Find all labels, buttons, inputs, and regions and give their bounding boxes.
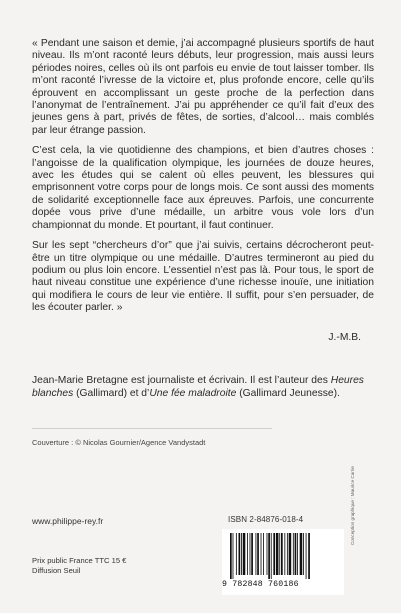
barcode-bar xyxy=(281,533,283,575)
bio-text-1: Jean-Marie Bretagne est journaliste et écrivain. Il est l’auteur des xyxy=(32,375,331,386)
design-credit: Conception graphique : Maurice Carrie xyxy=(350,466,355,545)
barcode-bar xyxy=(257,533,259,575)
barcode-bar xyxy=(239,533,241,575)
barcode-bar xyxy=(308,533,310,579)
quote-paragraph-3: Sur les sept “chercheurs d’or” que j’ai suivis, certains décrocheront peut-être un titre olympique ou une médaille. D’autres termineront au pied du podium ou plus loin encore. L’essentiel n’est pas là. Pour tous, le sport de haut niveau constitue une expérience d’une richesse inouïe, une initiation qui modifiera le cours de leur vie entière. Il suffit, pour s’en persuader, de les écouter parler. » xyxy=(32,240,374,314)
barcode-bar xyxy=(300,533,303,575)
barcode-bar xyxy=(230,533,232,579)
barcode-bar xyxy=(293,533,294,575)
barcode-bar xyxy=(268,533,270,579)
barcode-bar xyxy=(284,533,285,575)
price-block xyxy=(32,556,126,576)
quote-paragraph-1: « Pendant une saison et demie, j’ai accompagné plusieurs sportifs de haut niveau. Ils m’ont raconté leurs débuts, leur progression, mais aussi leurs périodes noires, celles où ils ont parfois eu envie de tout laisser tomber. Ils m’ont raconté l’ivresse de la victoire et, plus profonde encore, celle qu’ils éprouvent en accomplissant un geste proche de la perfection dans l’anonymat de l’entraînement. J’ai pu appréhender ce qu’il fait d’eux des jeunes gens à part, privés de fêtes, de sorties, d’alcool… mais comblés par leur étrange passion. xyxy=(32,38,374,136)
barcode-bar xyxy=(289,533,292,575)
barcode-bar xyxy=(256,533,257,575)
signature: J.-M.B. xyxy=(328,332,361,343)
barcode-bar xyxy=(271,533,272,579)
barcode-bar xyxy=(306,533,307,579)
bio-text-2: (Gallimard) et d’ xyxy=(73,387,150,399)
bio-book-title-1: Heures blanches xyxy=(32,375,364,399)
barcode-bar xyxy=(267,533,268,575)
bio-text-3: (Gallimard Jeunesse). xyxy=(236,387,340,399)
distribution-text: Diffusion Seuil xyxy=(32,566,81,575)
barcode-bar xyxy=(287,533,288,575)
cover-credit: Couverture : © Nicolas Gournier/Agence Vandystadt xyxy=(32,438,206,447)
barcode-bar xyxy=(247,533,248,575)
barcode-bars xyxy=(230,533,336,579)
barcode-bar xyxy=(295,533,297,575)
price-text: Prix public France TTC 15 € xyxy=(32,556,127,565)
barcode-bar xyxy=(241,533,242,575)
barcode-bar xyxy=(273,533,275,575)
publisher-website: www.philippe-rey.fr xyxy=(32,516,104,526)
barcode-bar xyxy=(261,533,262,575)
quote-paragraph-2: C’est cela, la vie quotidienne des champions, et bien d’autres choses : l’angoisse de la qualification olympique, les journées de douze heures, avec les études qui se calent où elles peuvent, les blessures qui emprisonnent votre corps pour de longs mois. Ce sont aussi des moments de solidarité exceptionnelle face aux épreuves. Parfois, une concurrente dopée vous prive d’une médaille, un arbitre vous vole lors d’un championnat du monde. Et pourtant, il faut continuer. xyxy=(32,145,374,231)
quote-block xyxy=(32,38,374,315)
barcode-digits: 9 782848 760186 xyxy=(222,580,299,589)
barcode-bar xyxy=(297,533,298,575)
bio-book-title-2: Une fée maladroite xyxy=(149,387,237,399)
barcode-bar xyxy=(251,533,253,575)
isbn-text: ISBN 2-84876-018-4 xyxy=(228,515,304,524)
barcode-bar xyxy=(263,533,264,575)
barcode-bar xyxy=(303,533,304,575)
barcode-bar xyxy=(279,533,280,575)
barcode-bar xyxy=(233,533,234,579)
barcode-bar xyxy=(236,533,237,575)
barcode-bar xyxy=(250,533,251,575)
barcode-bar xyxy=(276,533,279,575)
divider xyxy=(32,428,272,429)
barcode xyxy=(222,529,344,595)
barcode-bar xyxy=(243,533,246,575)
author-bio xyxy=(32,375,370,400)
